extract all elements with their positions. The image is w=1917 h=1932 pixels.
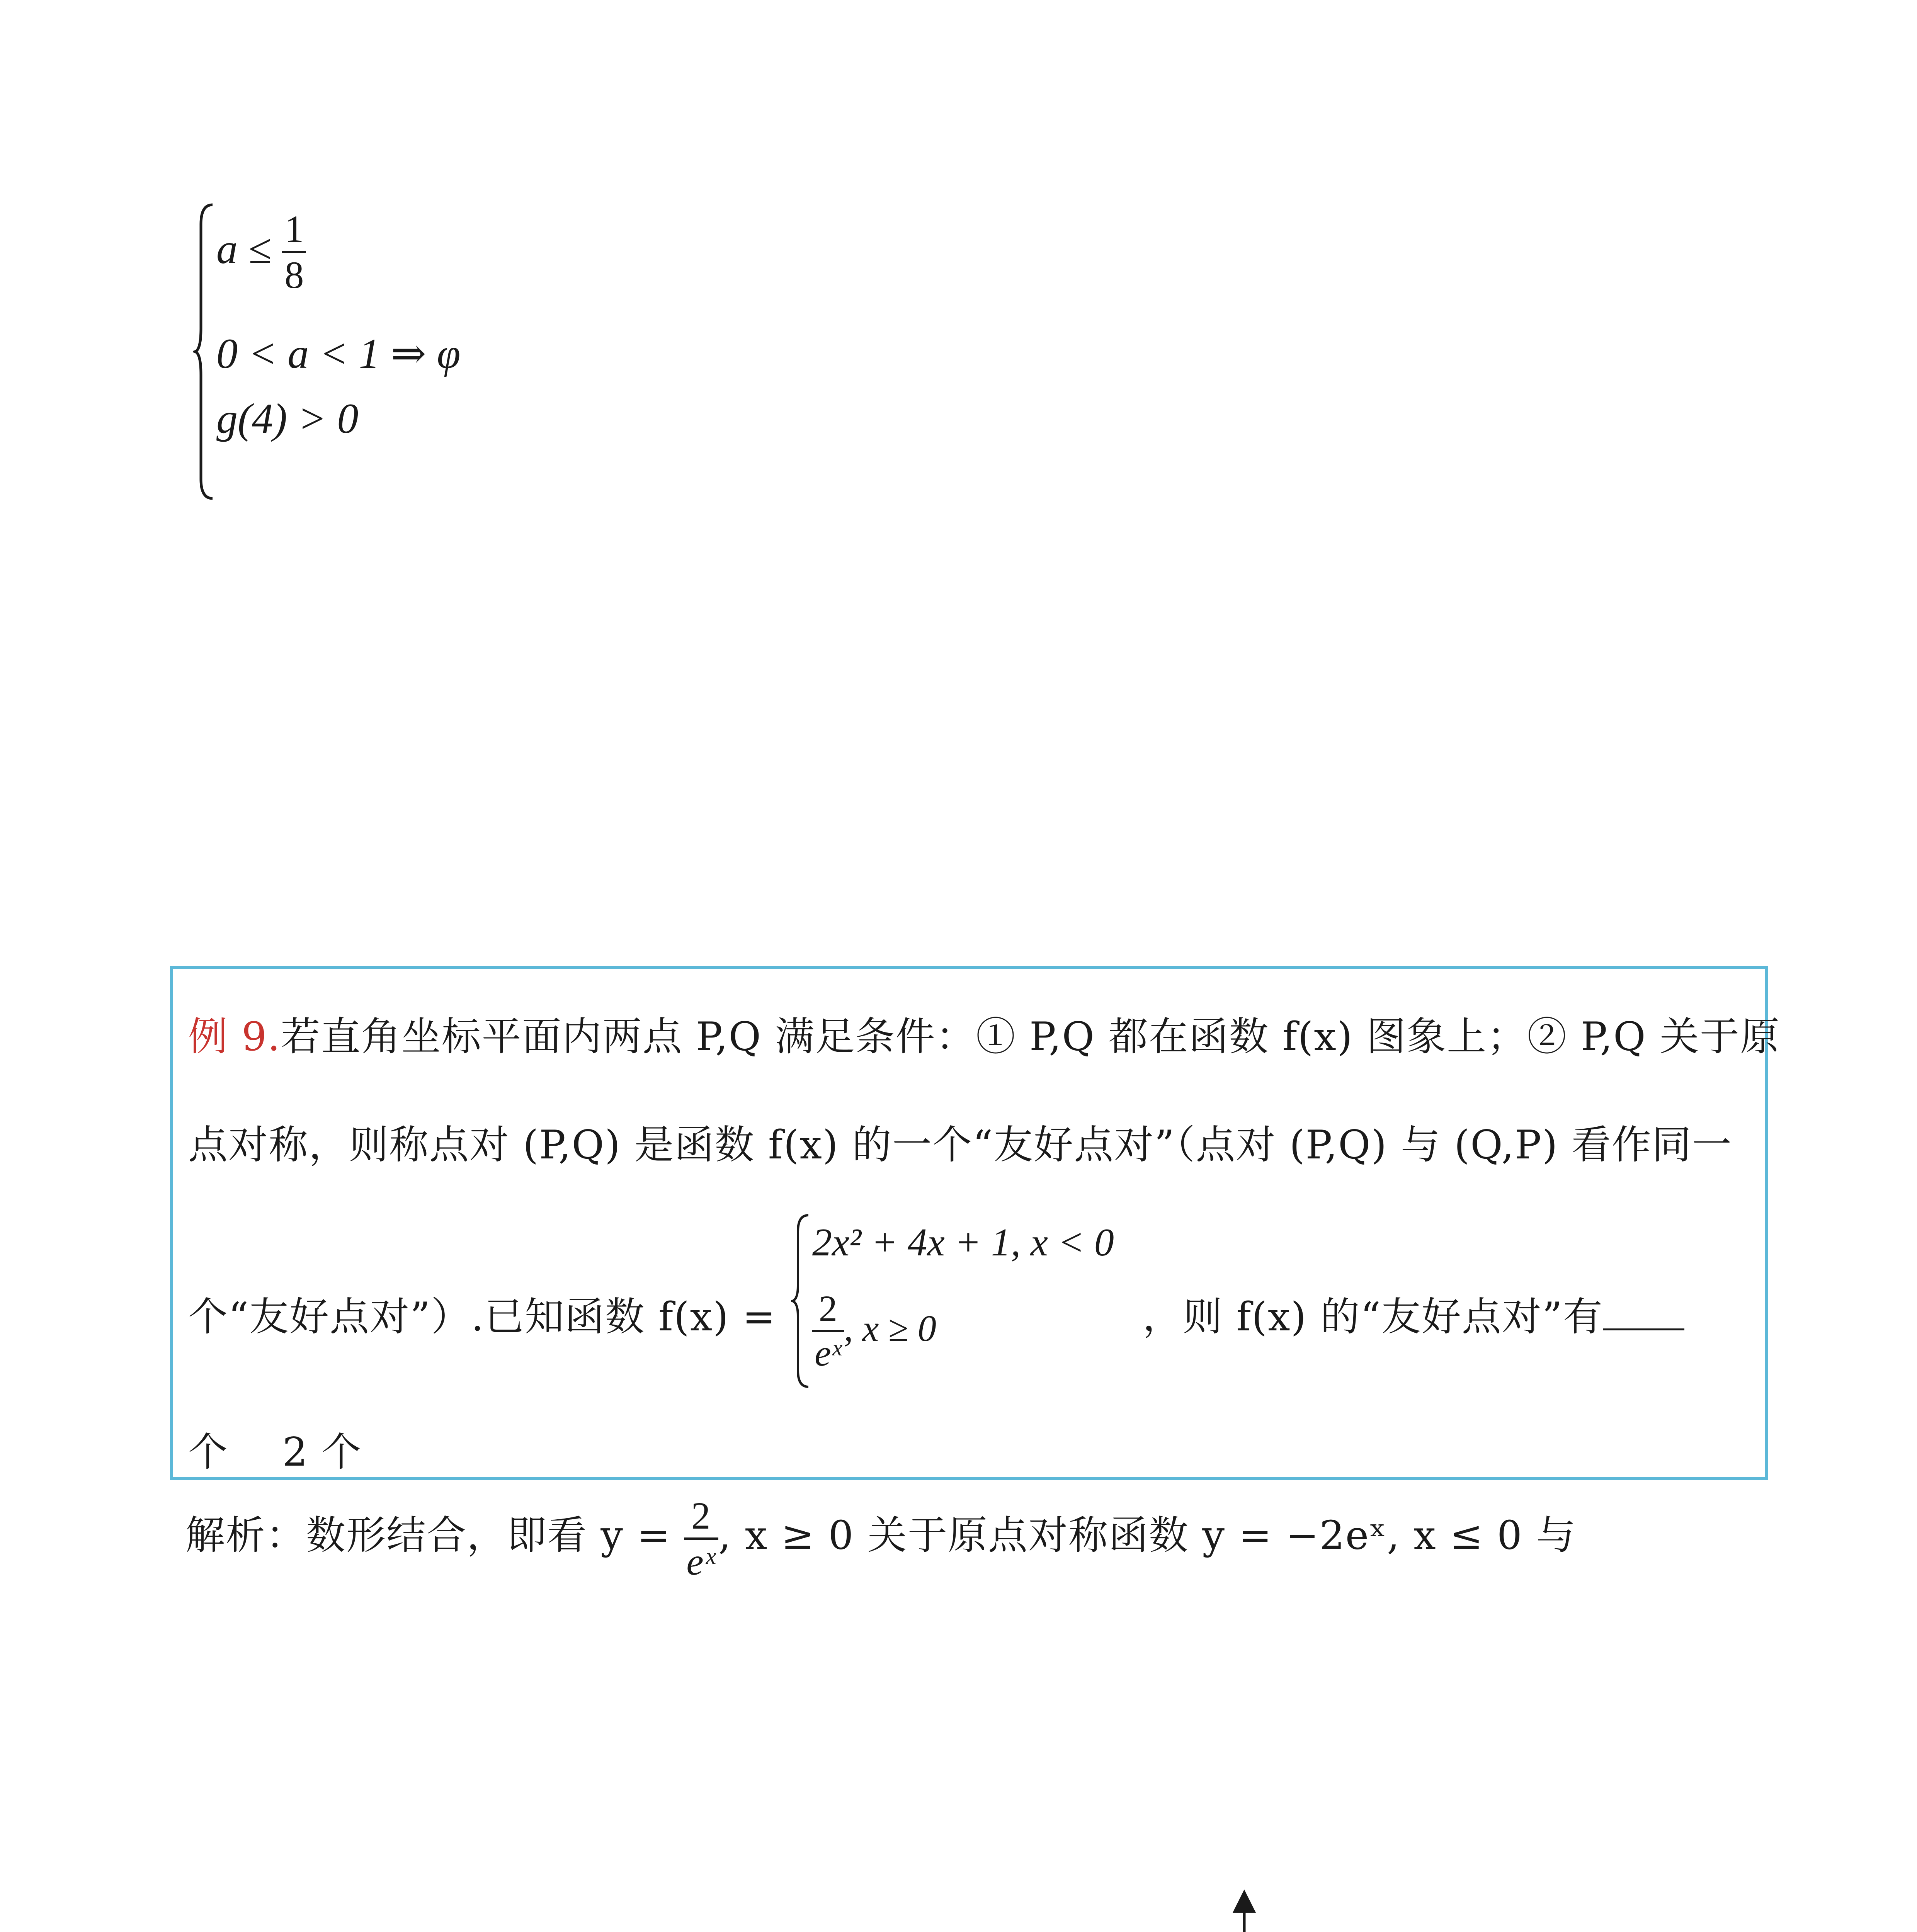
example-text-1: 若直角坐标平面内两点 P,Q 满足条件：① P,Q 都在函数 f(x) 图象上；② P,Q 关于原 [281, 1014, 1781, 1060]
example-line-2: 点对称，则称点对 (P,Q) 是函数 f(x) 的一个“友好点对”（点对 (P,Q) 与 (Q,P) 看作同一 [188, 1122, 1732, 1168]
example-line-3-post: ，则 f(x) 的“友好点对”有 [1143, 1286, 1684, 1342]
analysis-line-1 [185, 1495, 1576, 1582]
analysis-numerator: 2 [691, 1494, 711, 1537]
piecewise-system [193, 201, 541, 502]
analysis-denominator: eˣ [686, 1540, 716, 1583]
system-line-2: 0 < a < 1 ⇒ φ [216, 330, 461, 377]
fraction-denominator: 8 [284, 253, 304, 296]
system-line-1: a ≤ 1 8 [216, 209, 306, 295]
case-2-tail: , x ≥ 0 [844, 1307, 936, 1349]
function-graph [858, 1886, 1437, 1932]
y-axis-arrow [1233, 1889, 1256, 1913]
case-2 [812, 1289, 936, 1373]
analysis-suffix: , x ≥ 0 关于原点对称函数 y = −2eˣ, x ≤ 0 与 [718, 1512, 1577, 1559]
example-line-4 [188, 1421, 362, 1477]
example-box [170, 966, 1781, 1480]
example-line-1 [188, 1005, 1780, 1062]
case-2-numerator: 2 [818, 1288, 837, 1329]
example-line-3-pre: 个“友好点对”）.已知函数 f(x) = [188, 1294, 776, 1340]
answer-blank [1603, 1294, 1684, 1330]
case-2-denominator: eˣ [815, 1332, 842, 1374]
answer-text: 2 个 [282, 1429, 362, 1475]
system-line-3: g(4) > 0 [216, 395, 359, 442]
analysis-prefix: 解析：数形结合，即看 y = [185, 1512, 671, 1559]
fraction-numerator: 1 [284, 207, 304, 250]
example-label: 例 9. [188, 1014, 281, 1060]
case-1: 2x² + 4x + 1, x < 0 [812, 1221, 1114, 1264]
line-4-prefix: 个 [188, 1429, 228, 1475]
left-brace [193, 201, 216, 502]
function-brace [791, 1212, 810, 1390]
